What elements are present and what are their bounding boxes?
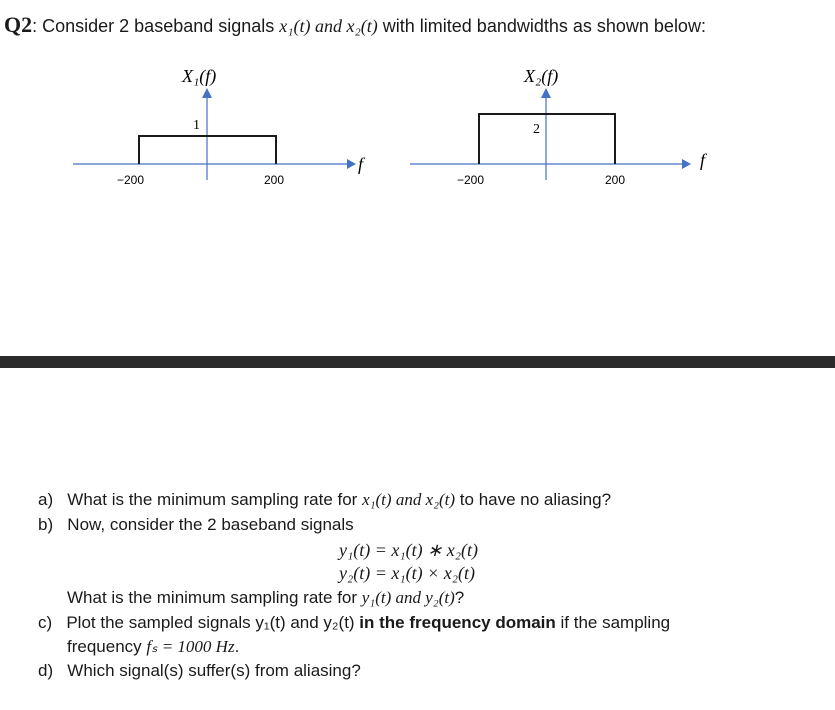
question-b2-math: y₁(t) and y₂(t) bbox=[361, 588, 455, 607]
height-label: 2 bbox=[533, 122, 540, 137]
question-d-label: d) bbox=[38, 661, 54, 680]
question-d bbox=[38, 661, 361, 681]
question-c2-text-after: . bbox=[234, 637, 240, 656]
question-header bbox=[4, 12, 706, 38]
header-math: x₁(t) and x₂(t) bbox=[279, 16, 378, 36]
tick-label-neg: −200 bbox=[457, 173, 485, 187]
question-a-math: x₁(t) and x₂(t) bbox=[362, 490, 456, 509]
question-a-text-after: to have no aliasing? bbox=[455, 490, 612, 509]
question-b-followup bbox=[67, 588, 464, 608]
question-c bbox=[38, 613, 670, 633]
question-c-followup bbox=[67, 637, 239, 657]
plot-title: X₂(f) bbox=[524, 66, 559, 86]
tick-label-neg: −200 bbox=[117, 173, 145, 187]
question-c-bold: in the frequency domain bbox=[359, 613, 556, 632]
page-divider bbox=[0, 356, 835, 368]
axis-label: f bbox=[700, 150, 706, 170]
band-rect bbox=[479, 114, 615, 164]
question-c-text-before: Plot the sampled signals y₁(t) and y₂(t) bbox=[66, 613, 360, 632]
question-b-text: Now, consider the 2 baseband signals bbox=[67, 515, 354, 534]
question-b bbox=[38, 515, 354, 535]
question-d-text: Which signal(s) suffer(s) from aliasing? bbox=[67, 661, 361, 680]
height-label: 1 bbox=[193, 118, 200, 133]
question-c-label: c) bbox=[38, 613, 53, 632]
equation-y1: y₁(t) = x₁(t) ∗ x₂(t) bbox=[339, 540, 478, 560]
question-c2-math: fₛ = 1000 Hz bbox=[146, 637, 235, 656]
axis-label: f bbox=[358, 154, 364, 174]
axis-arrow bbox=[682, 159, 691, 169]
magnitude-arrow bbox=[202, 88, 212, 98]
question-c-text-after: if the sampling bbox=[555, 613, 671, 632]
tick-label-pos: 200 bbox=[605, 173, 626, 187]
axis-arrow bbox=[347, 159, 356, 169]
tick-label-pos: 200 bbox=[264, 173, 285, 187]
question-b2-text-after: ? bbox=[454, 588, 465, 607]
question-b-label: b) bbox=[38, 515, 54, 534]
spectrum-plot-x2 bbox=[400, 60, 730, 195]
question-a bbox=[38, 490, 611, 510]
plot-title: X₁(f) bbox=[182, 66, 217, 86]
question-c2-text-before: frequency bbox=[67, 637, 147, 656]
question-a-text-before: What is the minimum sampling rate for bbox=[67, 490, 363, 509]
question-number: Q2 bbox=[4, 12, 33, 37]
header-text-after: with limited bandwidths as shown below: bbox=[377, 16, 706, 36]
magnitude-arrow bbox=[541, 88, 551, 98]
spectrum-plot-x1 bbox=[60, 60, 380, 195]
header-text-before: : Consider 2 baseband signals bbox=[32, 16, 280, 36]
equation-y2: y₂(t) = x₁(t) × x₂(t) bbox=[339, 563, 476, 583]
question-a-label: a) bbox=[38, 490, 54, 509]
question-b2-text-before: What is the minimum sampling rate for bbox=[67, 588, 362, 607]
